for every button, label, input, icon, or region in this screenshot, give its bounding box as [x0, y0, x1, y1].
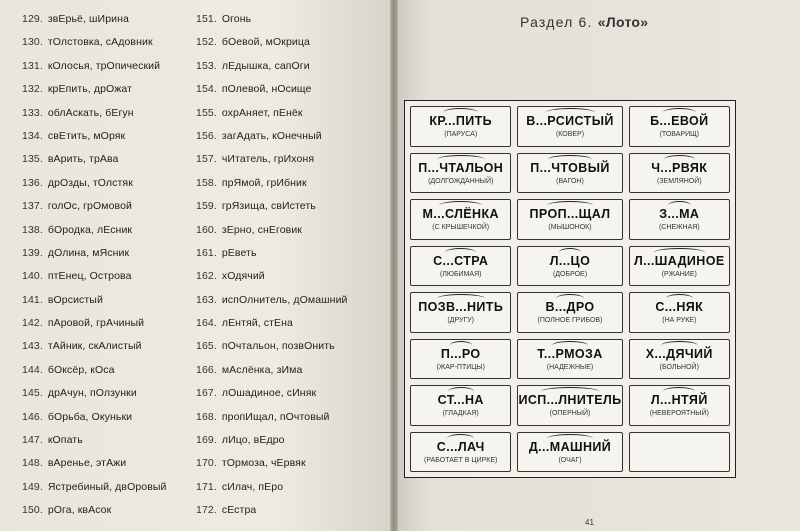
- card-hint: (ЖАР-ПТИЦЫ): [436, 363, 485, 371]
- entry-text: чИтатель, грИхоня: [221, 153, 315, 166]
- card-hint: (ЗЕМЛЯНОЙ): [656, 177, 702, 185]
- entry-number: 163.: [196, 293, 217, 306]
- lotto-card: [629, 385, 730, 426]
- entry-number: 137.: [22, 200, 43, 213]
- card-word: П...ЧТОВЫЙ: [530, 160, 610, 175]
- lotto-card: [517, 199, 622, 240]
- entry-text: птЕнец, Острова: [47, 270, 132, 283]
- card-word: Т...РМОЗА: [537, 346, 603, 361]
- entry-number: 132.: [22, 83, 43, 96]
- lotto-card: [629, 199, 730, 240]
- book-spine: [390, 0, 398, 531]
- card-hint: (ВАГОН): [556, 177, 584, 185]
- entry-text: рОга, квАсок: [47, 504, 112, 517]
- entry-text: пОлевой, нОсище: [221, 83, 312, 96]
- answer-entry: [196, 8, 348, 31]
- entry-number: 135.: [22, 153, 43, 166]
- lotto-card: [410, 106, 511, 147]
- answer-entry: [196, 172, 348, 195]
- card-hint: (ПОЛНОЕ ГРИБОВ): [537, 317, 603, 325]
- answer-entry: [22, 289, 167, 312]
- lotto-card: [629, 292, 730, 333]
- answer-entry: [22, 8, 167, 31]
- entry-text: тОлстовка, сАдовник: [47, 36, 153, 49]
- entry-number: 169.: [196, 434, 217, 447]
- entry-text: лЕдышка, сапОги: [221, 59, 310, 72]
- entry-number: 157.: [196, 153, 217, 166]
- card-word: П...ЧТАЛЬОН: [418, 160, 504, 175]
- answer-entry: [22, 499, 167, 522]
- lotto-card: [410, 339, 511, 380]
- answer-entry: [22, 148, 167, 171]
- card-word: Ч...РВЯК: [651, 160, 708, 175]
- entry-number: 158.: [196, 176, 217, 189]
- answer-entry: [22, 219, 167, 242]
- answer-entry: [22, 335, 167, 358]
- entry-text: звЕрьё, шИрина: [47, 13, 129, 25]
- entry-number: 129.: [22, 13, 43, 25]
- card-word: Б...ЕВОЙ: [650, 114, 709, 129]
- entry-number: 160.: [196, 223, 217, 236]
- entry-text: дрАчун, пОлзунки: [47, 387, 137, 400]
- card-hint: (БОЛЬНОЙ): [659, 363, 699, 371]
- entry-text: мАслёнка, зИма: [221, 363, 303, 376]
- entry-number: 162.: [196, 270, 217, 283]
- card-hint: (С КРЫШЕЧКОЙ): [432, 224, 490, 232]
- card-word: ИСП...ЛНИТЕЛЬ: [518, 393, 622, 408]
- answer-entry: [22, 172, 167, 195]
- entry-number: 130.: [22, 36, 43, 49]
- card-hint: (РАБОТАЕТ В ЦИРКЕ): [424, 456, 498, 464]
- answer-entry: [196, 382, 348, 405]
- answer-entry: [196, 406, 348, 429]
- entry-text: кОлосья, трОпический: [47, 59, 161, 72]
- lotto-card: [517, 292, 622, 333]
- entry-number: 156.: [196, 129, 217, 142]
- card-word: Л...ШАДИНОЕ: [633, 253, 725, 268]
- entry-text: тОрмоза, чЕрвяк: [221, 457, 306, 470]
- answer-entry: [196, 312, 348, 335]
- entry-text: бОксёр, кОса: [47, 363, 115, 376]
- lotto-card: [517, 246, 622, 287]
- answer-entry: [22, 382, 167, 405]
- card-word: Д...МАШНИЙ: [528, 439, 612, 454]
- lotto-card: [517, 106, 622, 147]
- entry-number: 144.: [22, 363, 43, 376]
- card-hint: (ОЧАГ): [558, 456, 582, 464]
- entry-text: вОрсистый: [47, 293, 103, 306]
- answer-entry: [196, 476, 348, 499]
- entry-number: 165.: [196, 340, 217, 353]
- entry-number: 134.: [22, 129, 43, 142]
- answers-column-right: [196, 8, 348, 523]
- answer-entry: [196, 219, 348, 242]
- card-word: П...РО: [440, 346, 481, 361]
- entry-text: дОлина, мЯсник: [47, 246, 130, 259]
- section-name: «Лото»: [597, 14, 649, 30]
- entry-number: 142.: [22, 317, 43, 330]
- card-word: С...НЯК: [655, 300, 704, 315]
- answer-entry: [196, 195, 348, 218]
- entry-text: пропИщал, пОчтовый: [221, 410, 330, 423]
- answer-entry: [22, 452, 167, 475]
- entry-number: 152.: [196, 36, 217, 49]
- lotto-board: [404, 100, 736, 478]
- entry-text: хОдячий: [221, 270, 265, 283]
- entry-number: 140.: [22, 270, 43, 283]
- answers-column-left: [22, 8, 167, 523]
- answer-entry: [196, 499, 348, 522]
- entry-number: 145.: [22, 387, 43, 400]
- card-word: В...РСИСТЫЙ: [526, 114, 614, 129]
- entry-text: бОевой, мОкрица: [221, 36, 310, 49]
- card-hint: (НА РУКЕ): [662, 317, 697, 325]
- entry-number: 155.: [196, 106, 217, 119]
- entry-text: лОшадиное, сИняк: [221, 387, 317, 400]
- card-hint: (ТОВАРИЩ): [659, 131, 699, 139]
- answer-entry: [22, 55, 167, 78]
- card-word: С...СТРА: [433, 253, 489, 268]
- entry-number: 146.: [22, 410, 43, 423]
- entry-text: дрОзды, тОлстяк: [47, 176, 133, 189]
- answer-entry: [22, 125, 167, 148]
- answer-entry: [196, 31, 348, 54]
- entry-number: 150.: [22, 504, 43, 517]
- entry-text: лИцо, вЕдро: [221, 434, 285, 447]
- answer-entry: [22, 242, 167, 265]
- answer-entry: [196, 242, 348, 265]
- answer-entry: [196, 148, 348, 171]
- entry-text: кОпать: [47, 434, 83, 447]
- lotto-card: [410, 153, 511, 194]
- lotto-card: [410, 246, 511, 287]
- entry-number: 136.: [22, 176, 43, 189]
- entry-number: 141.: [22, 293, 43, 306]
- answer-entry: [196, 289, 348, 312]
- answer-entry: [196, 335, 348, 358]
- card-word: СТ...НА: [437, 393, 484, 408]
- entry-number: 131.: [22, 59, 43, 72]
- entry-number: 151.: [196, 13, 217, 25]
- lotto-card: [517, 385, 622, 426]
- card-hint: (СНЕЖНАЯ): [658, 224, 700, 232]
- card-hint: (ГЛАДКАЯ): [442, 410, 479, 418]
- entry-text: бОрьба, Окуньки: [47, 410, 133, 423]
- card-word: КР...ПИТЬ: [429, 114, 493, 129]
- lotto-card-empty: [629, 432, 730, 473]
- entry-text: загАдать, кОнечный: [221, 129, 322, 142]
- lotto-card: [629, 246, 730, 287]
- entry-text: Огонь: [221, 13, 252, 25]
- lotto-card: [629, 153, 730, 194]
- card-hint: (ДРУГУ): [447, 317, 475, 325]
- answer-entry: [196, 452, 348, 475]
- card-hint: (ОПЕРНЫЙ): [549, 410, 591, 418]
- card-word: Л...НТЯЙ: [650, 393, 708, 408]
- answer-entry: [22, 312, 167, 335]
- lotto-card: [629, 339, 730, 380]
- answer-entry: [22, 429, 167, 452]
- entry-text: рЕветь: [221, 246, 257, 259]
- answer-entry: [22, 406, 167, 429]
- card-word: С...ЛАЧ: [436, 439, 485, 454]
- entry-text: вАрить, трАва: [47, 153, 119, 166]
- entry-number: 148.: [22, 457, 43, 470]
- section-label: Раздел 6.: [520, 14, 598, 30]
- lotto-card: [410, 199, 511, 240]
- card-hint: (МЫШОНОК): [548, 224, 592, 232]
- entry-text: вАренье, этАжи: [47, 457, 127, 470]
- entry-text: прЯмой, грИбник: [221, 176, 307, 189]
- lotto-card: [410, 432, 511, 473]
- entry-text: зЕрно, снЕговик: [221, 223, 303, 236]
- entry-text: бОродка, лЕсник: [47, 223, 133, 236]
- entry-text: Ястребиный, двОровый: [47, 480, 167, 493]
- entry-text: тАйник, скАлистый: [47, 340, 142, 353]
- card-word: ПРОП...ЩАЛ: [529, 207, 611, 222]
- card-hint: (НАДЕЖНЫЕ): [546, 363, 594, 371]
- entry-number: 133.: [22, 106, 43, 119]
- entry-text: пАровой, грАчиный: [47, 317, 145, 330]
- answer-entry: [22, 102, 167, 125]
- card-word: Л...ЦО: [549, 253, 591, 268]
- entry-text: сЕстра: [221, 504, 257, 517]
- section-title: [520, 14, 648, 30]
- card-hint: (ЛЮБИМАЯ): [439, 270, 482, 278]
- answer-entry: [22, 265, 167, 288]
- entry-text: сИлач, пЕро: [221, 480, 284, 493]
- lotto-card: [517, 432, 622, 473]
- entry-number: 171.: [196, 480, 217, 493]
- entry-number: 170.: [196, 457, 217, 470]
- entry-number: 164.: [196, 317, 217, 330]
- entry-text: пОчтальон, позвОнить: [221, 340, 335, 353]
- lotto-card: [629, 106, 730, 147]
- entry-number: 159.: [196, 200, 217, 213]
- card-word: М...СЛЁНКА: [422, 207, 499, 222]
- card-hint: (КОВЕР): [555, 131, 585, 139]
- entry-text: облАскать, бЕгун: [47, 106, 134, 119]
- answer-entry: [196, 102, 348, 125]
- entry-number: 172.: [196, 504, 217, 517]
- card-hint: (ДОБРОЕ): [552, 270, 588, 278]
- answer-entry: [22, 78, 167, 101]
- answer-entry: [22, 476, 167, 499]
- entry-text: лЕнтяй, стЕна: [221, 317, 293, 330]
- entry-text: испОлнитель, дОмашний: [221, 293, 348, 306]
- answer-entry: [196, 359, 348, 382]
- entry-number: 143.: [22, 340, 43, 353]
- card-word: В...ДРО: [545, 300, 595, 315]
- entry-text: грЯзища, свИстеть: [221, 200, 316, 213]
- card-hint: (НЕВЕРОЯТНЫЙ): [649, 410, 709, 418]
- entry-number: 147.: [22, 434, 43, 447]
- card-word: З...МА: [659, 207, 700, 222]
- entry-number: 138.: [22, 223, 43, 236]
- card-hint: (ДОЛГОЖДАННЫЙ): [428, 177, 494, 185]
- answer-entry: [22, 359, 167, 382]
- entry-number: 168.: [196, 410, 217, 423]
- answer-entry: [196, 78, 348, 101]
- entry-number: 167.: [196, 387, 217, 400]
- answer-entry: [196, 55, 348, 78]
- page-number: 41: [585, 518, 594, 527]
- entry-number: 154.: [196, 83, 217, 96]
- lotto-card: [517, 153, 622, 194]
- card-word: Х...ДЯЧИЙ: [645, 346, 713, 361]
- lotto-card: [410, 385, 511, 426]
- entry-number: 139.: [22, 246, 43, 259]
- lotto-card: [410, 292, 511, 333]
- lotto-card: [517, 339, 622, 380]
- answer-entry: [22, 195, 167, 218]
- entry-number: 166.: [196, 363, 217, 376]
- entry-text: свЕтить, мОряк: [47, 129, 126, 142]
- entry-text: охрАняет, пЕнёк: [221, 106, 303, 119]
- entry-text: крЕпить, дрОжат: [47, 83, 133, 96]
- answer-entry: [196, 429, 348, 452]
- card-hint: (ПАРУСА): [444, 131, 478, 139]
- card-word: ПОЗВ...НИТЬ: [418, 300, 504, 315]
- entry-number: 161.: [196, 246, 217, 259]
- answer-entry: [196, 125, 348, 148]
- entry-text: голОс, грОмовой: [47, 200, 132, 213]
- entry-number: 149.: [22, 480, 43, 493]
- answer-entry: [196, 265, 348, 288]
- answer-entry: [22, 31, 167, 54]
- card-hint: (РЖАНИЕ): [661, 270, 697, 278]
- entry-number: 153.: [196, 59, 217, 72]
